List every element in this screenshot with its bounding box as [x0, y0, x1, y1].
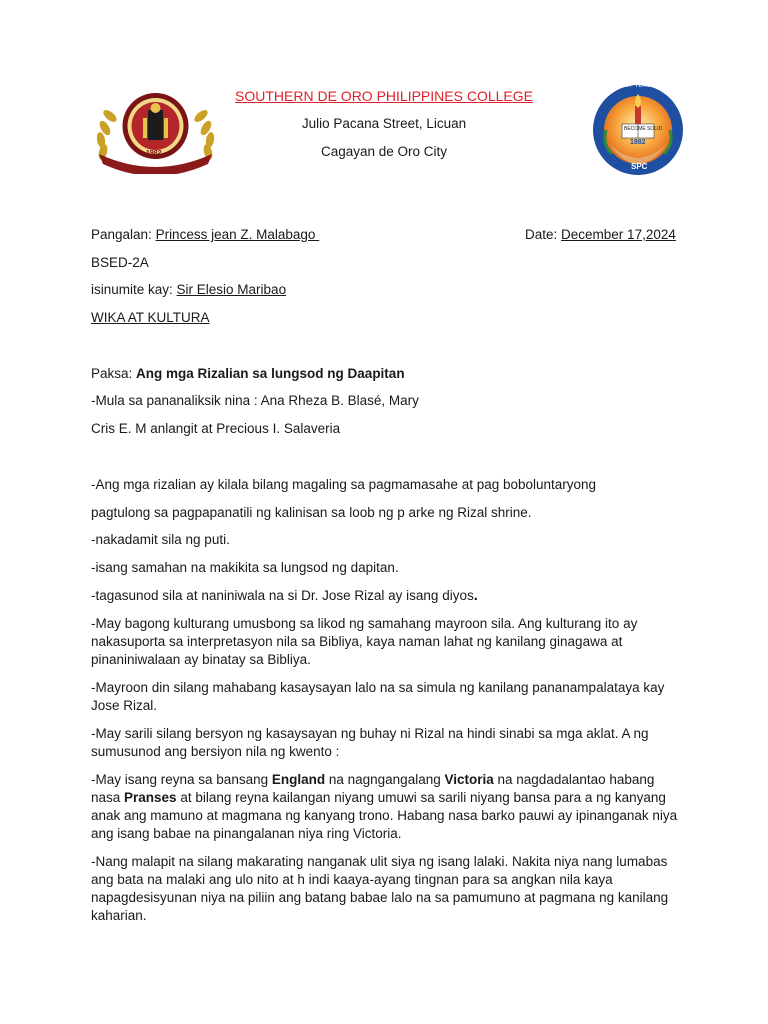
- date-label: Date:: [525, 227, 562, 242]
- date-line: [525, 226, 676, 244]
- address-line-1: Julio Pacana Street, Licuan: [301, 116, 467, 131]
- topic-label: Paksa:: [91, 366, 137, 381]
- address-line-2: Cagayan de Oro City: [320, 144, 448, 159]
- name-value: Princess jean Z. Malabago: [155, 227, 320, 242]
- paragraph-9: -Nang malapit na silang makarating nanganak ulit siya ng isang lalaki. Nakita niya nang lumabas ang bata na malaki ang ulo nito at h indi kaaya-ayang tingnan para sa angkan nila kaya napagdesisyunan niya na piliin ang batang babae lalo na sa pamumuno at pagmana ng kanilang kaharian.: [91, 854, 669, 923]
- right-seal-bottom-text: SPC: [631, 162, 648, 171]
- date-value: December 17,2024: [561, 227, 676, 242]
- section-line: BSED-2A: [91, 255, 149, 270]
- right-seal-top-text: COLLEGE OF TEACHER EDUCATION: [596, 83, 698, 89]
- research-line-2: Cris E. M anlangit at Precious I. Salaveria: [91, 421, 341, 436]
- paragraph-8-part-c: na nagngangalang: [325, 772, 445, 787]
- paragraph-7: -May sarili silang bersyon ng kasaysayan ng buhay ni Rizal na hindi sinabi sa mga aklat. A ng sumusunod ang bersiyon nila ng kwento :: [91, 726, 649, 759]
- paragraph-8-england: England: [271, 772, 326, 787]
- paragraph-5: -May bagong kulturang umusbong sa likod ng samahang mayroon sila. Ang kulturang ito ay nakasuporta sa interpretasyon nila sa Bibliya, kaya naman lahat ng kanilang ginagawa at pinaniniwalaan ay binatay sa Bibliya.: [91, 616, 638, 667]
- school-name: SOUTHERN DE ORO PHILIPPINES COLLEGE: [235, 88, 533, 104]
- paragraph-2: -nakadamit sila ng puti.: [91, 532, 230, 547]
- paragraph-8-part-a: -May isang reyna sa bansang: [91, 772, 272, 787]
- paragraph-8-part-e: na nagdadalantao habang nasa: [91, 772, 655, 805]
- paragraph-8-victoria: Victoria: [444, 772, 494, 787]
- right-seal-year: 1982: [630, 139, 646, 146]
- paragraph-1-line-1: -Ang mga rizalian ay kilala bilang magaling sa pagmamasahe at pag boboluntaryong: [91, 477, 597, 492]
- right-seal-book-text: BECOME SOLID: [624, 126, 663, 132]
- paragraph-4: [91, 587, 478, 605]
- research-line-1: -Mula sa pananaliksik nina : Ana Rheza B. Blasé, Mary: [91, 393, 419, 408]
- name-label: Pangalan:: [91, 227, 156, 242]
- topic-line: [91, 365, 405, 383]
- paragraph-1-line-2: pagtulong sa pagpapanatili ng kalinisan sa loob ng p arke ng Rizal shrine.: [91, 505, 532, 520]
- paragraph-4-text: -tagasunod sila at naniniwala na si Dr. Jose Rizal ay isang diyos: [91, 588, 474, 603]
- submitted-value: Sir Elesio Maribao: [176, 282, 287, 297]
- paragraph-8-part-g: at bilang reyna kailangan niyang umuwi sa sarili niyang bansa para a ng kanyang anak ang mamuno at magmana ng kanyang trono. Habang nasa barko pauwi ay ipinanganak niya ang isang babae na pinangalanan niya ring Victoria.: [91, 790, 678, 841]
- subject-line: WIKA AT KULTURA: [91, 310, 210, 325]
- paragraph-8-pranses: Pranses: [124, 790, 177, 805]
- topic-title: Ang mga Rizalian sa lungsod ng Daapitan: [136, 366, 405, 381]
- paragraph-8: [91, 771, 686, 843]
- paragraph-3: -isang samahan na makikita sa lungsod ng dapitan.: [91, 560, 399, 575]
- name-line: [91, 226, 319, 244]
- submitted-line: [91, 281, 286, 299]
- left-seal-year: 1982: [146, 150, 162, 157]
- paragraph-6: -Mayroon din silang mahabang kasaysayan lalo na sa simula ng kanilang pananampalataya kay Jose Rizal.: [91, 680, 665, 713]
- paragraph-4-end: .: [473, 587, 478, 604]
- submitted-label: isinumite kay:: [91, 282, 177, 297]
